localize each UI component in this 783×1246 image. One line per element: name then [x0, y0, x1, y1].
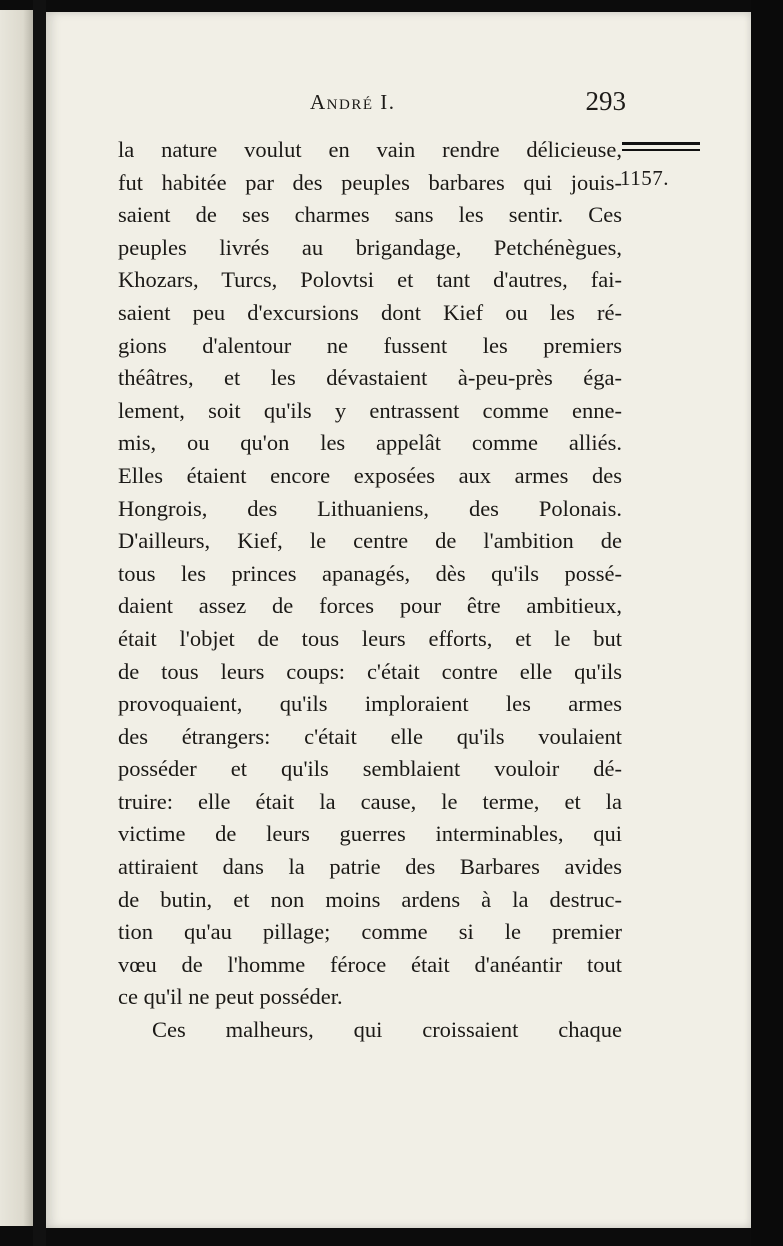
- margin-rule-thick: [622, 142, 700, 145]
- text-line: tous les princes apanagés, dès qu'ils possé-: [118, 560, 622, 586]
- text-line: gions d'alentour ne fussent les premiers: [118, 332, 622, 358]
- text-line: D'ailleurs, Kief, le centre de l'ambition de: [118, 528, 622, 554]
- margin-rule-thin: [622, 149, 700, 151]
- text-line: saient de ses charmes sans les sentir. Ces: [118, 202, 622, 228]
- text-line: truire: elle était la cause, le terme, et la: [118, 788, 622, 814]
- facing-page-edge: [0, 10, 33, 1226]
- text-line: Elles étaient encore exposées aux armes des: [118, 462, 622, 488]
- text-line: peuples livrés au brigandage, Petchénègues,: [118, 234, 622, 260]
- page-number: 293: [585, 86, 626, 116]
- text-line: des étrangers: c'était elle qu'ils voulaient: [118, 723, 622, 749]
- margin-date: 1157.: [620, 166, 669, 190]
- text-line: vœu de l'homme féroce était d'anéantir tout: [118, 951, 622, 977]
- text-line: victime de leurs guerres interminables, qui: [118, 821, 622, 847]
- text-line: fut habitée par des peuples barbares qui jouis-: [118, 169, 622, 195]
- text-line: posséder et qu'ils semblaient vouloir dé-: [118, 756, 622, 782]
- body-text: [118, 134, 622, 1047]
- text-line: de butin, et non moins ardens à la destruc-: [118, 886, 622, 912]
- text-line: tion qu'au pillage; comme si le premier: [118, 919, 622, 945]
- text-line: était l'objet de tous leurs efforts, et le but: [118, 625, 622, 651]
- paragraph-start-line: Ces malheurs, qui croissaient chaque: [152, 1017, 622, 1043]
- text-line: mis, ou qu'on les appelât comme alliés.: [118, 430, 622, 456]
- page-header: [118, 86, 626, 120]
- running-title: André I.: [310, 90, 396, 114]
- scan-border: [751, 0, 783, 1246]
- text-line: la nature voulut en vain rendre délicieuse,: [118, 137, 622, 162]
- text-line: de tous leurs coups: c'était contre elle qu'ils: [118, 658, 622, 684]
- text-line: Khozars, Turcs, Polovtsi et tant d'autres, fai-: [118, 267, 622, 293]
- text-line: lement, soit qu'ils y entrassent comme enne-: [118, 397, 622, 423]
- text-line: saient peu d'excursions dont Kief ou les ré-: [118, 299, 622, 325]
- text-line: théâtres, et les dévastaient à-peu-près éga-: [118, 365, 622, 391]
- paragraph-end-line: ce qu'il ne peut posséder.: [118, 984, 343, 1010]
- text-line: Hongrois, des Lithuaniens, des Polonais.: [118, 495, 622, 521]
- text-line: attiraient dans la patrie des Barbares avides: [118, 854, 622, 880]
- text-line: daient assez de forces pour être ambitieux,: [118, 593, 622, 619]
- book-gutter: [33, 0, 46, 1246]
- text-line: provoquaient, qu'ils imploraient les armes: [118, 691, 622, 717]
